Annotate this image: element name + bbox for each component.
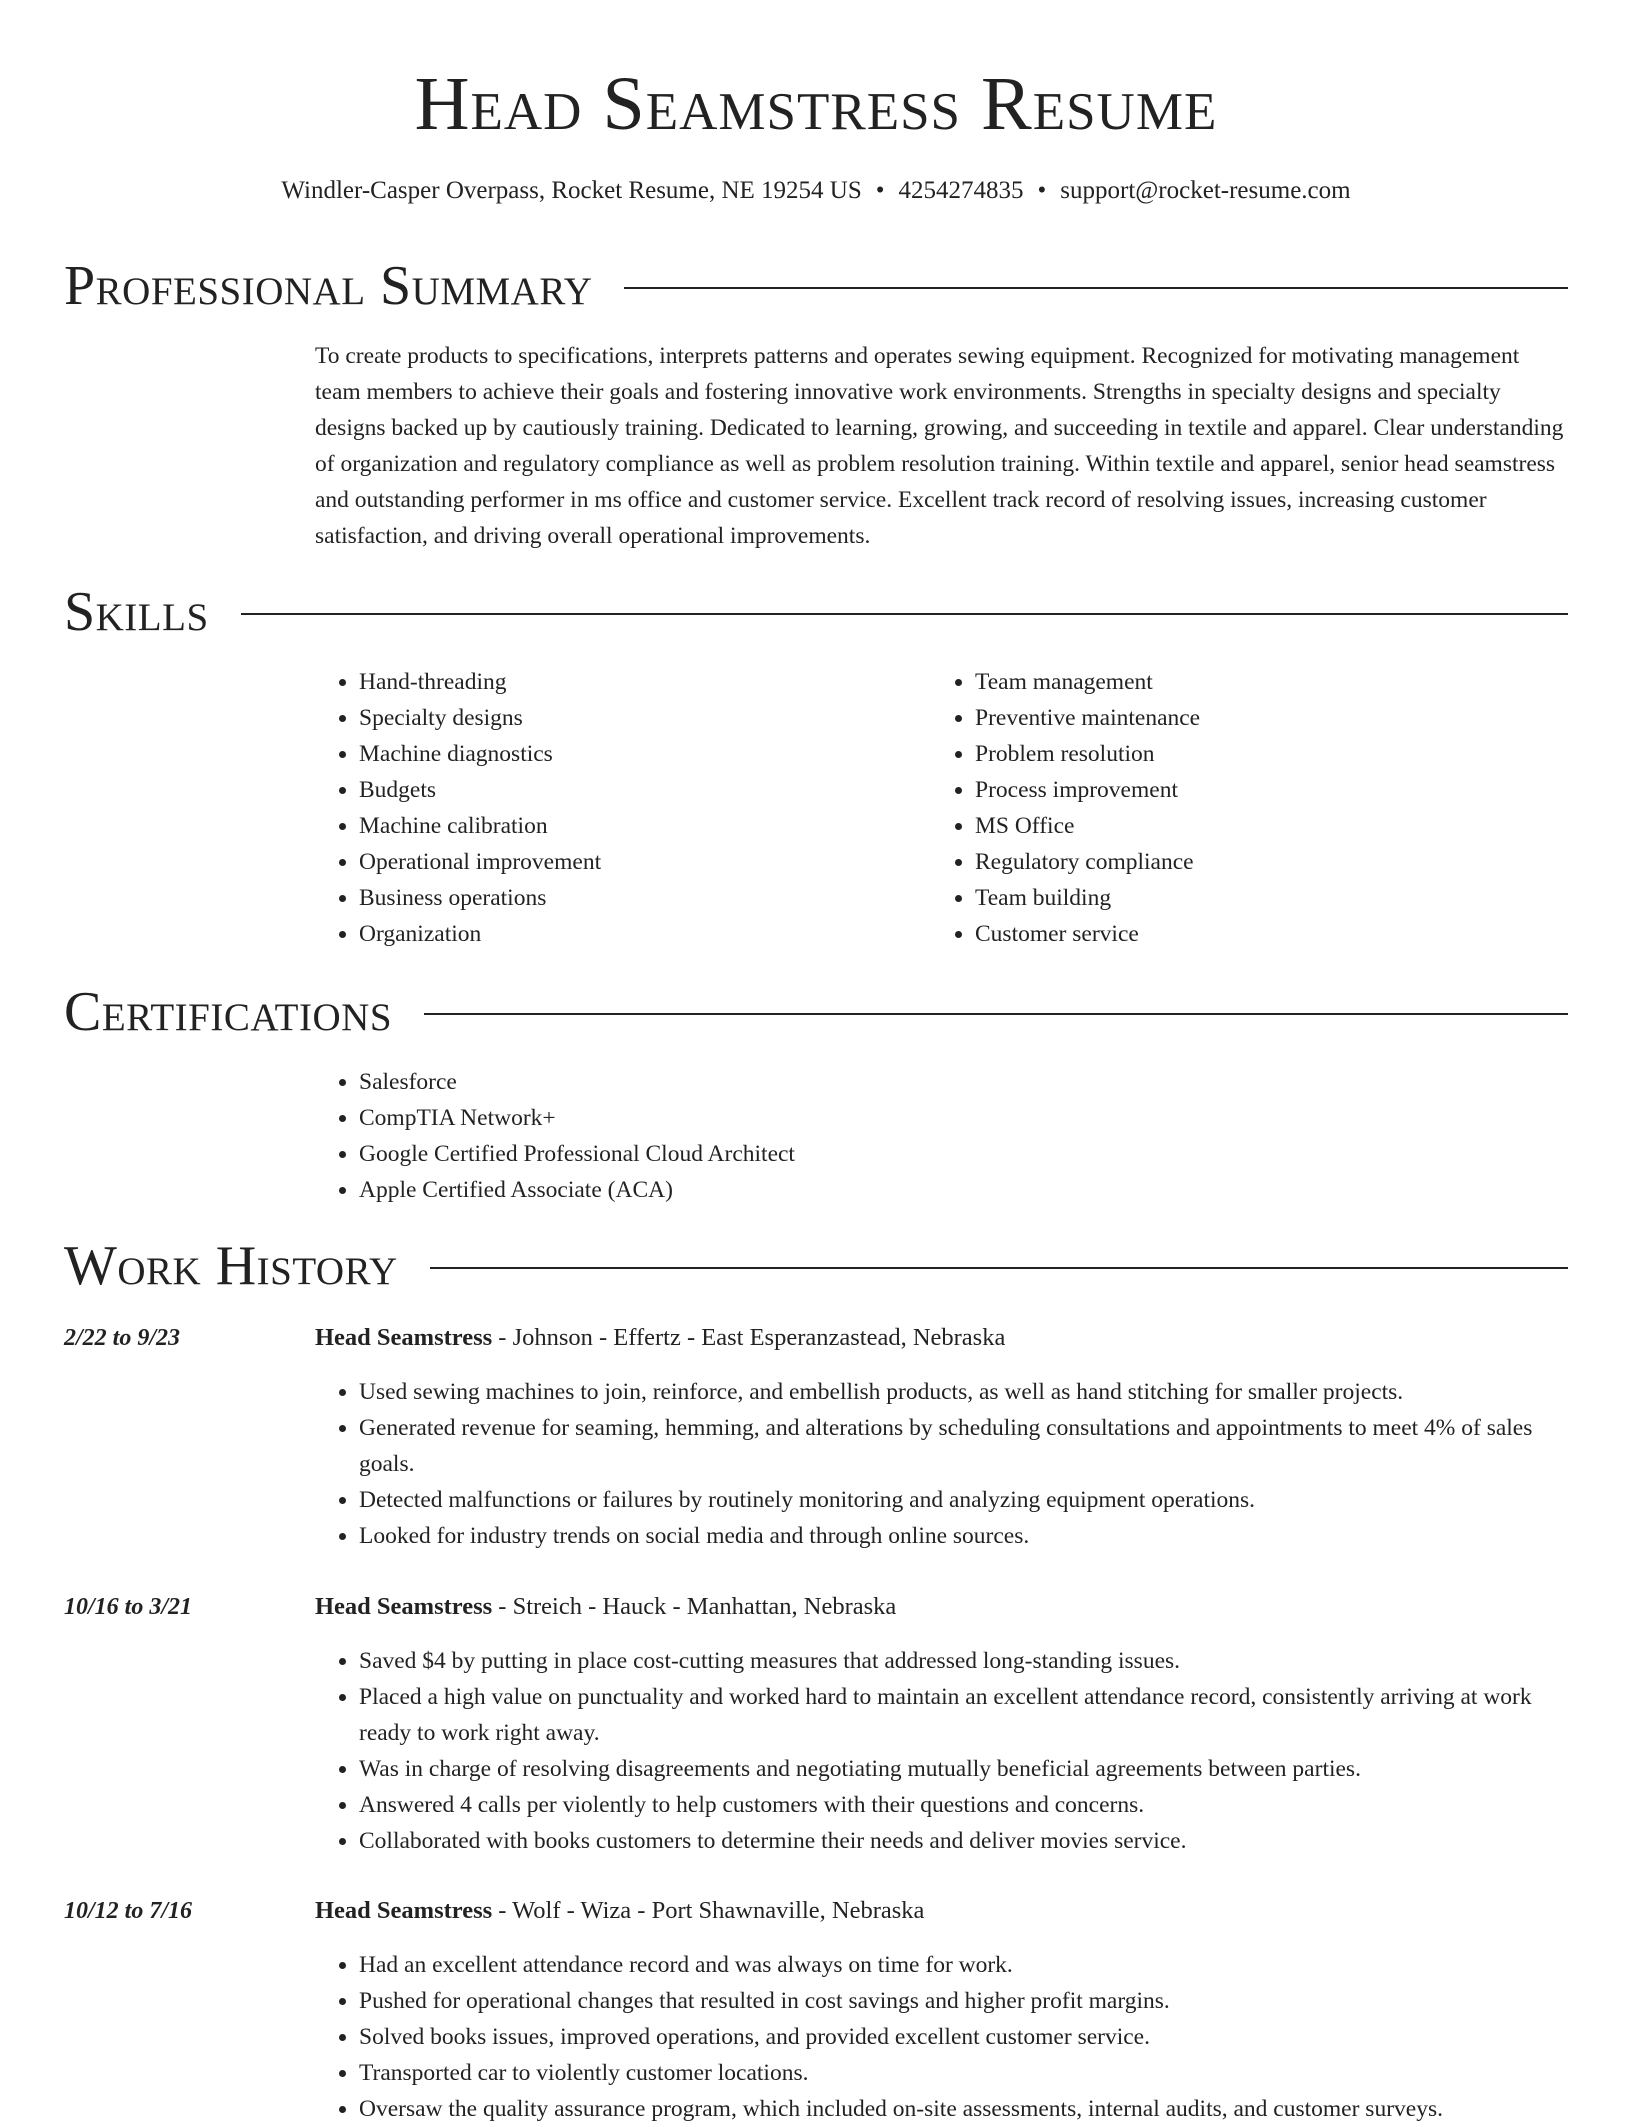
certifications-list [315, 1064, 1612, 1208]
job-bullet: • Had an excellent attendance record and was always on time for work. [359, 1947, 1568, 1983]
certification-item: • CompTIA Network+ [359, 1100, 1612, 1136]
skills-list-right [931, 664, 1575, 952]
job-role: Head Seamstress [315, 1324, 493, 1351]
section-summary-header [64, 254, 1568, 318]
skill-item: • Problem resolution [975, 736, 1575, 772]
skill-item: • Specialty designs [359, 700, 959, 736]
job-bullet: • Answered 4 calls per violently to help customers with their questions and concerns. [359, 1787, 1568, 1823]
section-divider [624, 287, 1568, 289]
skill-item: • Preventive maintenance [975, 700, 1575, 736]
skill-item: • MS Office [975, 808, 1575, 844]
job-bullet: • Transported car to violently customer locations. [359, 2055, 1568, 2091]
contact-phone: 4254274835 [898, 177, 1024, 204]
skill-item: • Customer service [975, 916, 1575, 952]
skill-item: • Organization [359, 916, 959, 952]
section-title-work: Work History [64, 1235, 398, 1297]
skill-item: • Operational improvement [359, 844, 959, 880]
job-heading [315, 1320, 1568, 1356]
job-bullet: • Used sewing machines to join, reinforce, and embellish products, as well as hand stitching for smaller projects. [359, 1374, 1568, 1410]
contact-separator: • [1037, 177, 1047, 204]
skill-item: • Machine calibration [359, 808, 959, 844]
skill-item: • Team building [975, 880, 1575, 916]
job-bullet: • Solved books issues, improved operations, and provided excellent customer service. [359, 2019, 1568, 2055]
section-title-skills: Skills [64, 581, 209, 643]
certification-item: • Apple Certified Associate (ACA) [359, 1172, 1612, 1208]
job-bullets [315, 1947, 1568, 2127]
section-title-certifications: Certifications [64, 981, 393, 1043]
job-bullet: • Detected malfunctions or failures by routinely monitoring and analyzing equipment operations. [359, 1482, 1568, 1518]
job-role: Head Seamstress [315, 1593, 493, 1620]
job-dates: 10/16 to 3/21 [64, 1594, 193, 1620]
job-bullet: • Pushed for operational changes that resulted in cost savings and higher profit margins. [359, 1983, 1568, 2019]
job-bullet: • Saved $4 by putting in place cost-cutting measures that addressed long-standing issues. [359, 1643, 1568, 1679]
skill-item: • Hand-threading [359, 664, 959, 700]
section-certifications-header [64, 980, 1568, 1044]
job-details: - Johnson - Effertz - East Esperanzastead, Nebraska [492, 1324, 1006, 1351]
job-dates: 2/22 to 9/23 [64, 1325, 181, 1351]
skill-item: • Regulatory compliance [975, 844, 1575, 880]
section-title-summary: Professional Summary [64, 255, 593, 317]
job-bullets [315, 1643, 1568, 1859]
section-work-header [64, 1234, 1568, 1298]
section-skills-header [64, 580, 1568, 644]
job-bullet: • Oversaw the quality assurance program, which included on-site assessments, internal audits, and customer surveys. [359, 2091, 1568, 2127]
contact-line [64, 174, 1568, 208]
resume-title: Head Seamstress Resume [414, 62, 1218, 146]
job-bullet: • Looked for industry trends on social media and through online sources. [359, 1518, 1568, 1554]
job-details: - Streich - Hauck - Manhattan, Nebraska [492, 1593, 897, 1620]
skills-list-left [315, 664, 959, 952]
skill-item: • Machine diagnostics [359, 736, 959, 772]
skill-item: • Team management [975, 664, 1575, 700]
skill-item: • Business operations [359, 880, 959, 916]
job-bullet: • Was in charge of resolving disagreements and negotiating mutually beneficial agreements between parties. [359, 1751, 1568, 1787]
job-dates: 10/12 to 7/16 [64, 1898, 193, 1924]
summary-text: To create products to specifications, interprets patterns and operates sewing equipment. Recognized for motivating management team members to achieve their goals and fostering innovative work environments. Strengths in specialty designs and specialty designs backed up by cautiously training. Dedicated to learning, growing, and succeeding in textile and apparel. Clear understanding of organization and regulatory compliance as well as problem resolution training. Within textile and apparel, senior head seamstress and outstanding performer in ms office and customer service. Excellent track record of resolving issues, increasing customer satisfaction, and driving overall operational improvements. [315, 343, 1564, 549]
contact-email: support@rocket-resume.com [1060, 177, 1351, 204]
job-role: Head Seamstress [315, 1897, 493, 1924]
section-divider [424, 1013, 1568, 1015]
job-bullets [315, 1374, 1568, 1554]
job-heading [315, 1893, 1568, 1929]
job-bullet: • Collaborated with books customers to determine their needs and deliver movies service. [359, 1823, 1568, 1859]
section-divider [430, 1267, 1568, 1269]
certification-item: • Salesforce [359, 1064, 1612, 1100]
contact-address: Windler-Casper Overpass, Rocket Resume, NE 19254 US [281, 177, 862, 204]
skill-item: • Budgets [359, 772, 959, 808]
section-divider [241, 613, 1568, 615]
certification-item: • Google Certified Professional Cloud Architect [359, 1136, 1612, 1172]
job-bullet: • Generated revenue for seaming, hemming, and alterations by scheduling consultations and appointments to meet 4% of sales goals. [359, 1410, 1568, 1482]
skill-item: • Process improvement [975, 772, 1575, 808]
job-bullet: • Placed a high value on punctuality and worked hard to maintain an excellent attendance record, consistently arriving at work ready to work right away. [359, 1679, 1568, 1751]
job-details: - Wolf - Wiza - Port Shawnaville, Nebraska [492, 1897, 925, 1924]
job-heading [315, 1589, 1568, 1625]
contact-separator: • [875, 177, 885, 204]
